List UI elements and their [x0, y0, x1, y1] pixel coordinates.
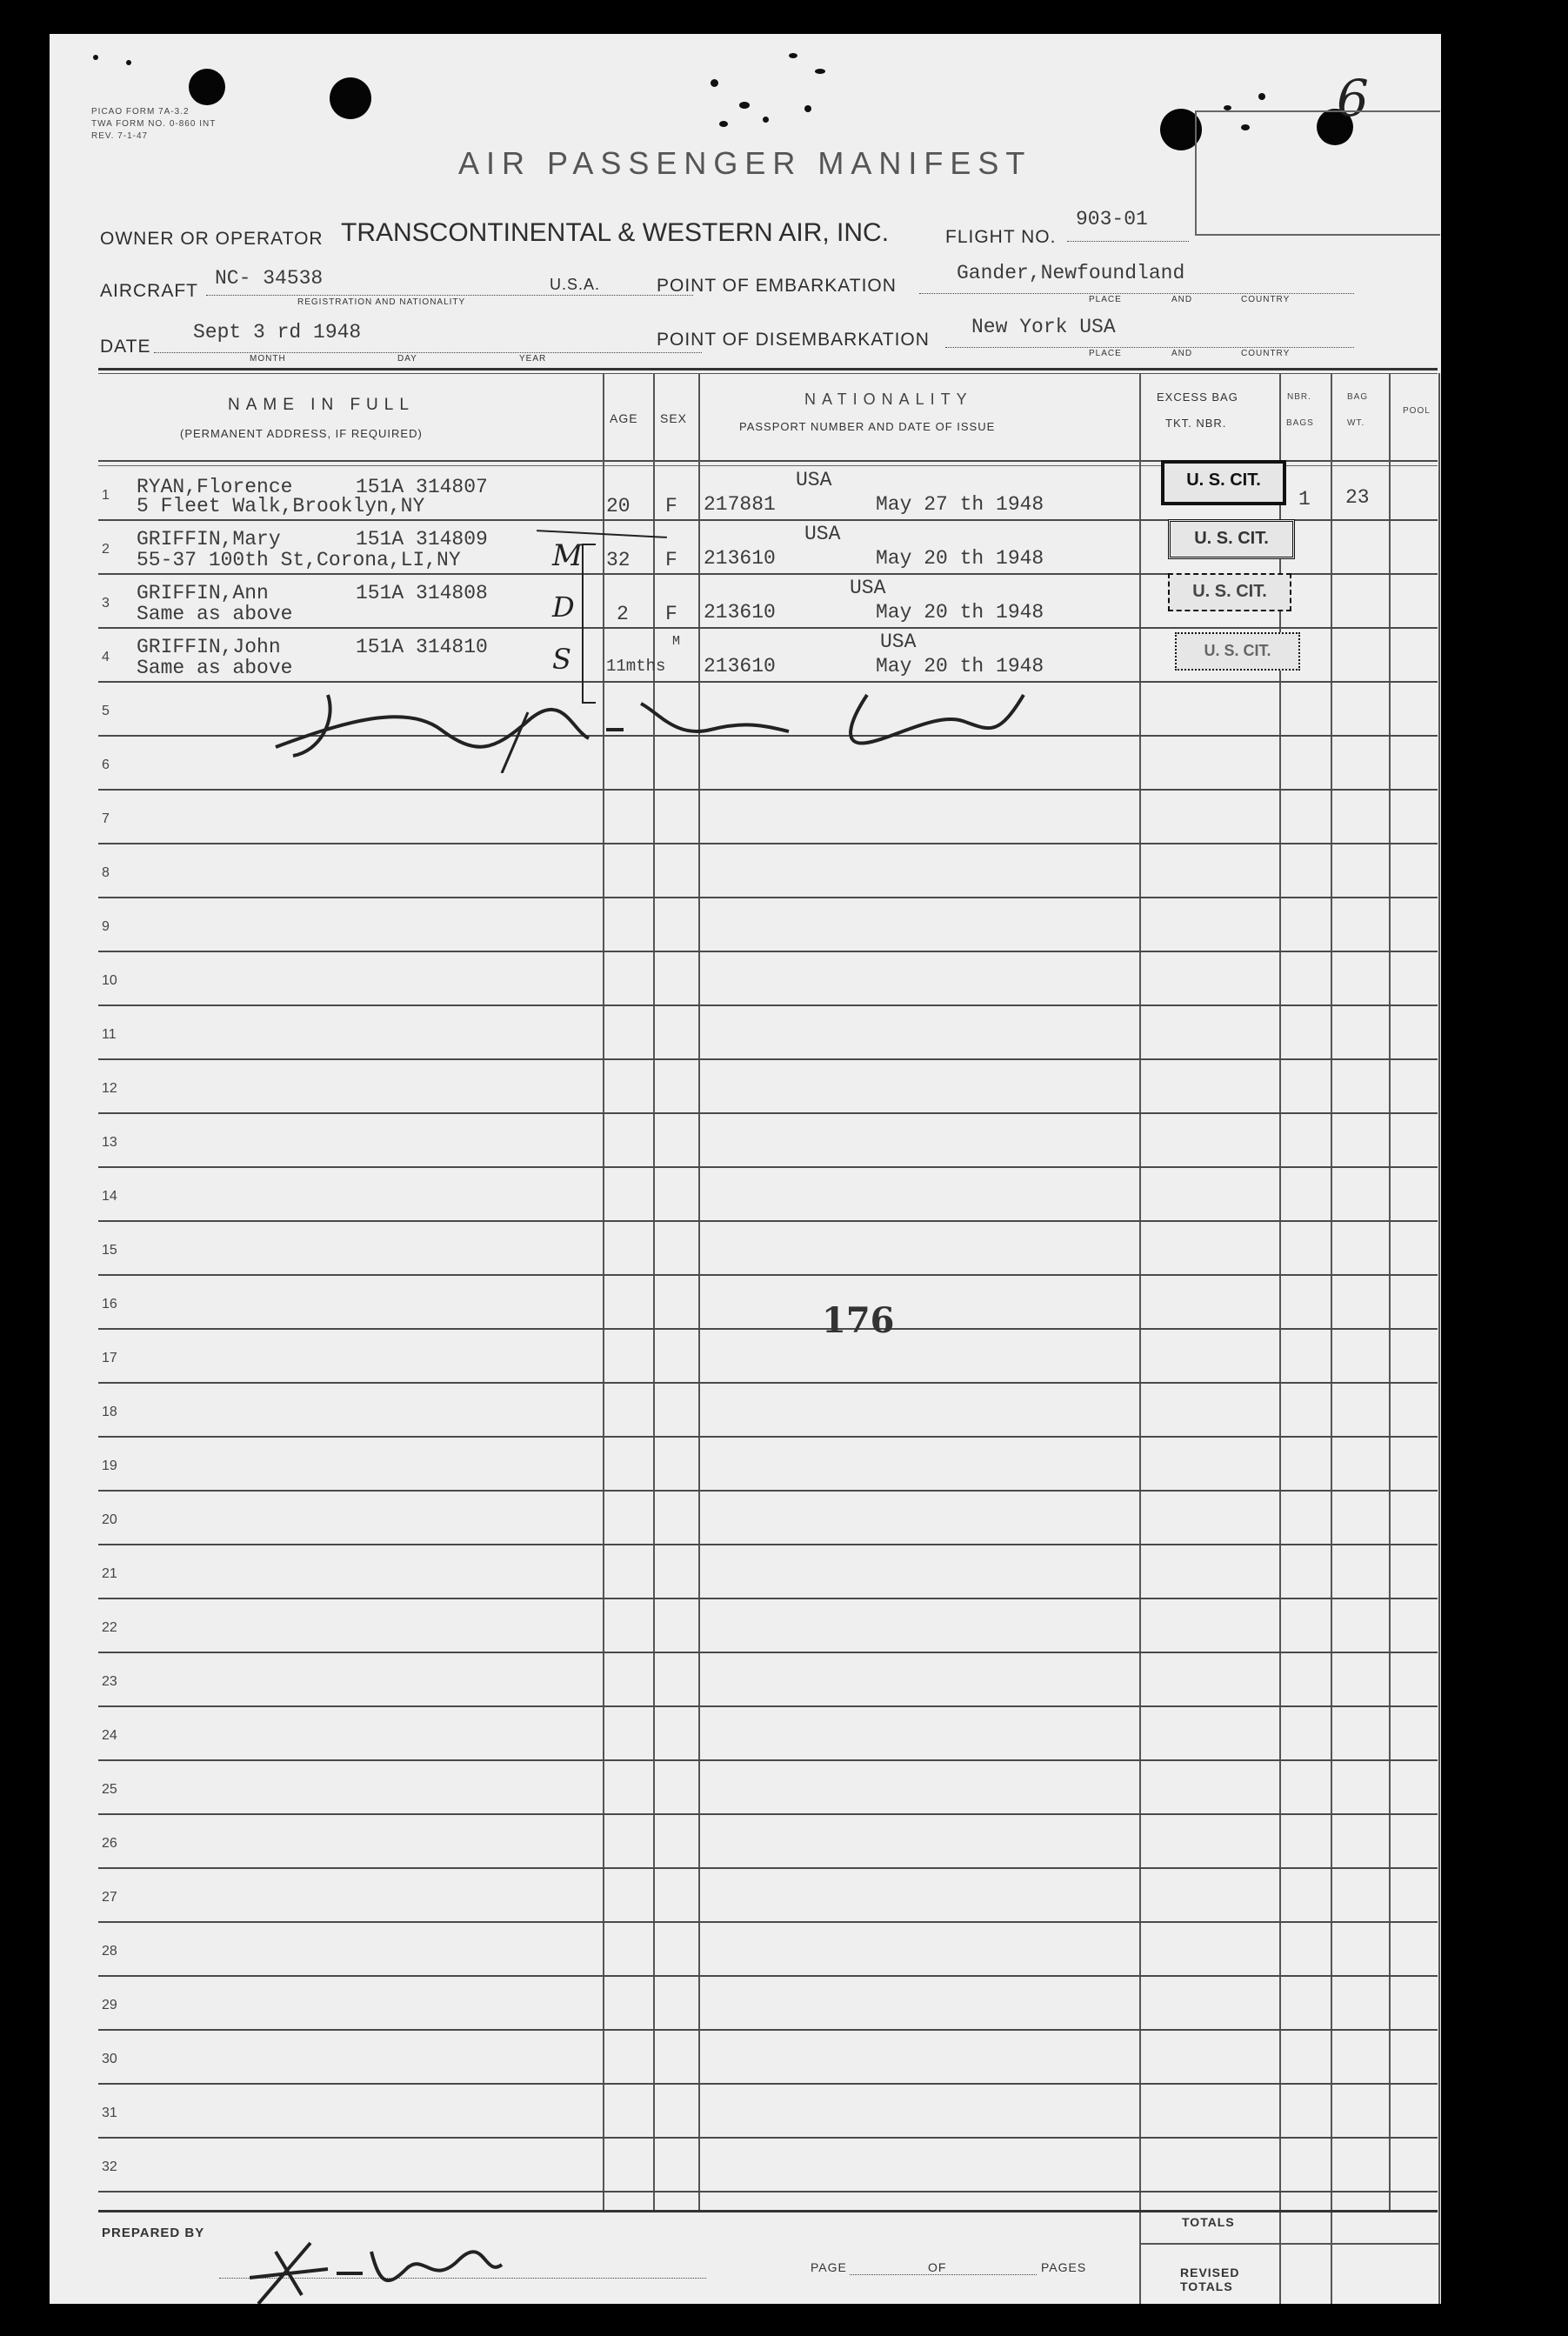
relation-mark: S [552, 643, 571, 676]
footer-rule [98, 2210, 1438, 2213]
prepared-by-label: PREPARED BY [102, 2226, 205, 2240]
row-number: 9 [102, 919, 110, 934]
relation-mark: D [552, 591, 575, 624]
col-header-bag-1: BAG [1347, 392, 1369, 402]
row-number: 13 [102, 1135, 117, 1150]
row-rule [98, 1220, 1438, 1222]
us-citizen-stamp: U. S. CIT. [1161, 460, 1286, 505]
row-number: 20 [102, 1512, 117, 1527]
table-top-rule [98, 368, 1438, 370]
row-number: 3 [102, 596, 110, 611]
revised-totals-label: REVISED TOTALS [1180, 2266, 1240, 2293]
row-number: 12 [102, 1081, 117, 1096]
col-header-excess-2: TKT. NBR. [1165, 417, 1227, 430]
row-rule [98, 1112, 1438, 1114]
row-rule [98, 1921, 1438, 1923]
row-rule [98, 1328, 1438, 1330]
passenger-issue-date: May 20 th 1948 [876, 655, 1044, 677]
col-header-nationality-sub: PASSPORT NUMBER AND DATE OF ISSUE [739, 420, 996, 433]
passenger-nationality: USA [804, 523, 841, 545]
passenger-address: Same as above [137, 657, 293, 679]
row-number: 26 [102, 1836, 117, 1851]
row-rule [98, 1166, 1438, 1168]
row-number: 7 [102, 811, 110, 826]
row-number: 10 [102, 973, 117, 988]
passenger-ticket: 151A 314808 [356, 582, 488, 604]
row-rule [98, 627, 1438, 629]
preparer-signature [250, 2234, 510, 2304]
passenger-name: GRIFFIN,John [137, 636, 281, 658]
passenger-passport: 217881 [704, 493, 776, 516]
row-rule [98, 1058, 1438, 1060]
of-label: OF [928, 2260, 947, 2274]
row-number: 15 [102, 1243, 117, 1258]
row-rule [98, 2029, 1438, 2031]
col-header-nbr-1: NBR. [1287, 392, 1311, 402]
row-number: 22 [102, 1620, 117, 1635]
row-number: 25 [102, 1782, 117, 1797]
preparer-signature-strokes [250, 2234, 510, 2304]
disembarkation-value: New York USA [971, 316, 1116, 338]
pages-label: PAGES [1041, 2260, 1087, 2274]
row-rule [98, 1975, 1438, 1977]
row-number: 4 [102, 650, 110, 664]
row-number: 32 [102, 2159, 117, 2174]
relation-mark: M [552, 538, 583, 573]
row-number: 24 [102, 1728, 117, 1743]
row-number: 5 [102, 704, 110, 718]
passenger-sex: F [665, 603, 677, 625]
country-caption-2: COUNTRY [1241, 349, 1291, 358]
row-number: 23 [102, 1674, 117, 1689]
row-rule [98, 1598, 1438, 1599]
row-number: 21 [102, 1566, 117, 1581]
us-citizen-stamp: U. S. CIT. [1168, 573, 1291, 611]
row-rule [98, 1436, 1438, 1438]
row-number: 19 [102, 1458, 117, 1473]
row-rule [98, 1759, 1438, 1761]
passenger-issue-date: May 20 th 1948 [876, 601, 1044, 624]
passenger-name: RYAN,Florence [137, 476, 293, 498]
passenger-ticket: 151A 314809 [356, 528, 488, 551]
row-number: 2 [102, 542, 110, 557]
passenger-issue-date: May 20 th 1948 [876, 547, 1044, 570]
col-header-bag-2: WT. [1347, 418, 1365, 428]
row-number: 6 [102, 758, 110, 772]
passenger-ticket: 151A 314810 [356, 636, 488, 658]
place-caption-1: PLACE [1089, 295, 1122, 304]
row-number: 28 [102, 1944, 117, 1959]
date-value: Sept 3 rd 1948 [193, 321, 362, 344]
punch-hole-top-left [189, 69, 225, 105]
year-caption: YEAR [519, 354, 547, 364]
passenger-age: 2 [617, 603, 629, 625]
row-rule [98, 1705, 1438, 1707]
row-number: 1 [102, 488, 110, 503]
and-caption-2: AND [1171, 349, 1193, 358]
passenger-age: 11mths [606, 657, 666, 676]
aircraft-label: AIRCRAFT [100, 281, 198, 301]
row-number: 14 [102, 1189, 117, 1204]
passenger-address: Same as above [137, 603, 293, 625]
passenger-passport: 213610 [704, 547, 776, 570]
row-rule [98, 1813, 1438, 1815]
row-number: 30 [102, 2052, 117, 2066]
passenger-address: 5 Fleet Walk,Brooklyn,NY [137, 495, 425, 517]
row-rule [98, 951, 1438, 952]
row-rule [98, 2191, 1438, 2193]
form-code-2: TWA FORM NO. 0-860 INT [91, 119, 217, 129]
date-label: DATE [100, 337, 151, 357]
passenger-sex: M [672, 634, 681, 649]
col-header-name: NAME IN FULL [228, 396, 415, 414]
col-header-excess-1: EXCESS BAG [1157, 390, 1238, 404]
country-caption-1: COUNTRY [1241, 295, 1291, 304]
row-rule [98, 1652, 1438, 1653]
us-citizen-stamp: U. S. CIT. [1175, 632, 1300, 671]
passenger-bags: 1 [1298, 488, 1311, 511]
embarkation-label: POINT OF EMBARKATION [657, 276, 897, 296]
row-number: 27 [102, 1890, 117, 1905]
us-citizen-stamp: U. S. CIT. [1168, 519, 1295, 559]
page-title: AIR PASSENGER MANIFEST [458, 145, 1032, 181]
passenger-sex: F [665, 495, 677, 517]
row-rule [98, 2083, 1438, 2085]
passenger-ticket: 151A 314807 [356, 476, 488, 498]
col-header-age: AGE [610, 411, 638, 425]
row-number: 31 [102, 2106, 117, 2120]
passenger-name: GRIFFIN,Mary [137, 528, 281, 551]
row-rule [98, 897, 1438, 898]
flight-box [1195, 110, 1440, 236]
embarkation-value: Gander,Newfoundland [957, 262, 1185, 284]
passenger-passport: 213610 [704, 601, 776, 624]
row-rule [98, 843, 1438, 844]
flight-label: FLIGHT NO. [945, 227, 1057, 247]
registration-nationality: U.S.A. [550, 276, 601, 293]
flight-number: 903-01 [1076, 208, 1148, 230]
row-number: 8 [102, 865, 110, 880]
day-caption: DAY [397, 354, 417, 364]
page-mark: 6 [1337, 69, 1369, 128]
passenger-passport: 213610 [704, 655, 776, 677]
passenger-age: 20 [606, 495, 631, 517]
passenger-age: 32 [606, 549, 631, 571]
row-number: 29 [102, 1998, 117, 2012]
owner-label: OWNER OR OPERATOR [100, 229, 324, 249]
passenger-address: 55-37 100th St,Corona,LI,NY [137, 549, 461, 571]
col-header-nationality: NATIONALITY [804, 390, 973, 408]
row-rule [98, 1867, 1438, 1869]
form-code-3: REV. 7-1-47 [91, 131, 149, 141]
col-header-nbr-2: BAGS [1286, 418, 1314, 428]
inspector-signature-strokes [241, 669, 1058, 773]
row-number: 17 [102, 1351, 117, 1365]
row-rule [98, 1544, 1438, 1545]
passenger-sex: F [665, 549, 677, 571]
page-number-stamp: 176 [822, 1300, 895, 1341]
owner-name: TRANSCONTINENTAL & WESTERN AIR, INC. [341, 218, 890, 247]
passenger-nationality: USA [880, 631, 917, 653]
form-code-1: PICAO FORM 7A-3.2 [91, 107, 190, 117]
row-rule [98, 2137, 1438, 2139]
passenger-nationality: USA [850, 577, 886, 599]
row-rule [98, 1004, 1438, 1006]
registration-caption: REGISTRATION AND NATIONALITY [297, 297, 466, 307]
bracket-stroke [537, 530, 667, 538]
row-number: 18 [102, 1405, 117, 1419]
col-header-name-sub: (PERMANENT ADDRESS, IF REQUIRED) [180, 427, 423, 440]
row-rule [98, 1382, 1438, 1384]
passenger-issue-date: May 27 th 1948 [876, 493, 1044, 516]
disembarkation-label: POINT OF DISEMBARKATION [657, 330, 930, 350]
row-rule [98, 789, 1438, 791]
month-caption: MONTH [250, 354, 286, 364]
passenger-nationality: USA [796, 469, 832, 491]
aircraft-number: NC- 34538 [215, 267, 324, 290]
punch-hole-left [330, 77, 371, 119]
totals-label: TOTALS [1182, 2215, 1235, 2229]
passenger-bag-weight: 23 [1345, 486, 1370, 509]
passenger-name: GRIFFIN,Ann [137, 582, 269, 604]
row-rule [98, 1274, 1438, 1276]
page-label: PAGE [811, 2260, 847, 2274]
col-header-pool: POOL [1403, 406, 1431, 416]
manifest-page [50, 34, 1441, 2304]
row-rule [98, 1490, 1438, 1492]
col-header-sex: SEX [660, 411, 688, 425]
row-number: 16 [102, 1297, 117, 1311]
place-caption-2: PLACE [1089, 349, 1122, 358]
row-number: 11 [102, 1027, 117, 1042]
and-caption-1: AND [1171, 295, 1193, 304]
